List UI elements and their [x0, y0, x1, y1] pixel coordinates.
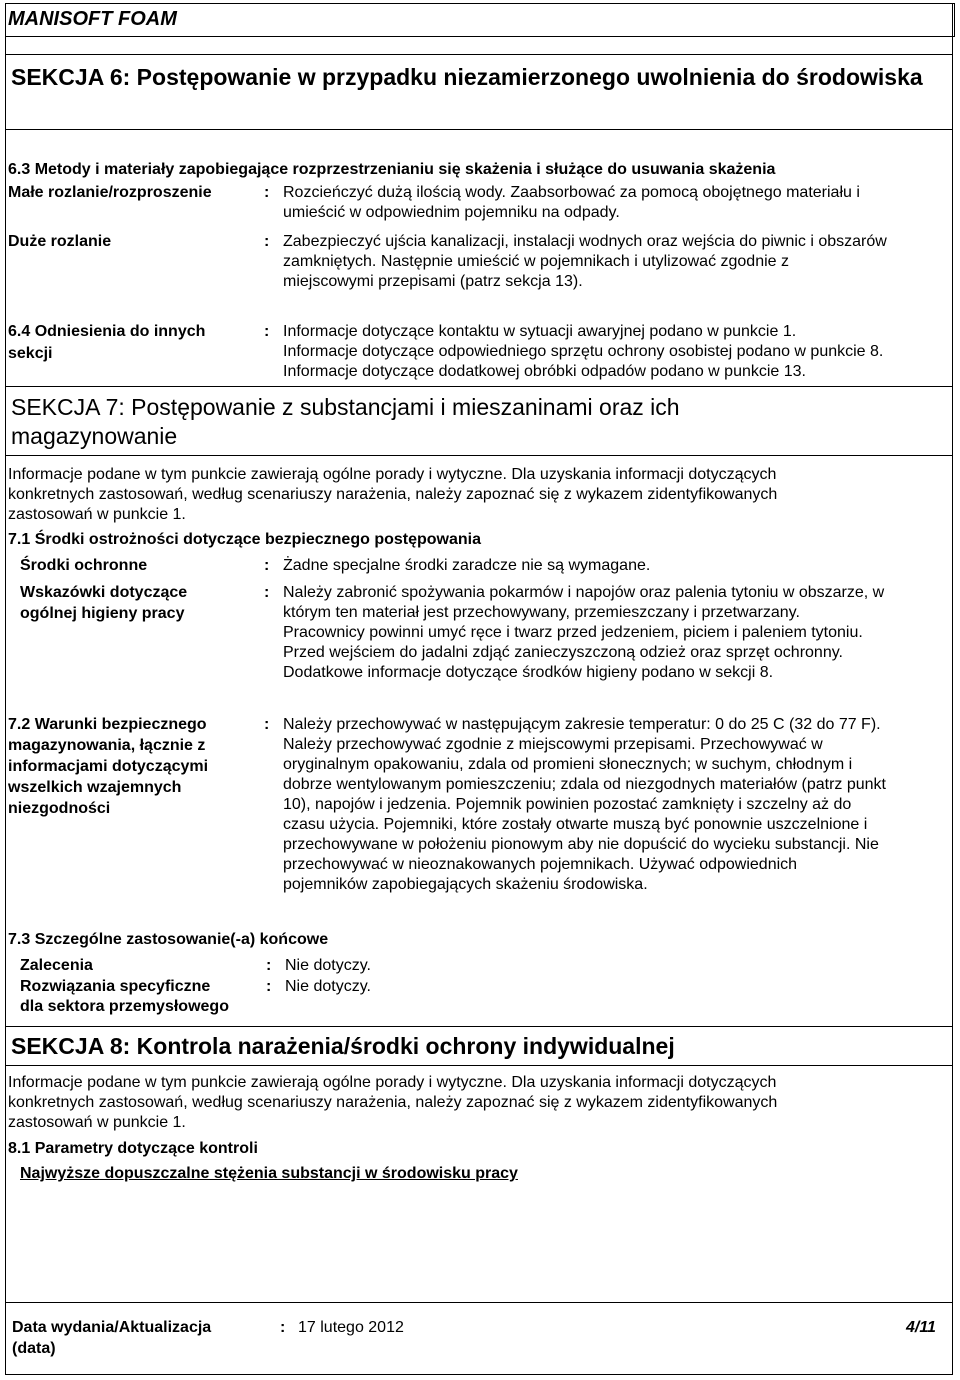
protective-measures-text: Żadne specjalne środki zaradcze nie są wymagane.: [283, 557, 651, 574]
section-7-intro-1: Informacje podane w tym punkcie zawierają ogólne porady i wytyczne. Dla uzyskania informacji dotyczących: [8, 466, 777, 483]
footer-date-label-2: (data): [12, 1340, 56, 1357]
section-6-4-label-1: 6.4 Odniesienia do innych: [8, 323, 206, 340]
hygiene-text-5: Dodatkowe informacje dotyczące środków higieny podano w sekcji 8.: [283, 664, 774, 681]
footer-date-value: 17 lutego 2012: [298, 1319, 404, 1336]
section-7-2-label-2: magazynowania, łącznie z: [8, 737, 206, 754]
section-6-4-text-1: Informacje dotyczące kontaktu w sytuacji awaryjnej podano w punkcie 1.: [283, 323, 797, 340]
section-6-3-heading: 6.3 Metody i materiały zapobiegające rozprzestrzenianiu się skażenia i służące do usuwania skażenia: [8, 161, 776, 178]
storage-text-4: dobrze wentylowanym pomieszczeniu; zdala od niezgodnych materiałów (patrz punkt: [283, 776, 886, 793]
section-7-3-heading: 7.3 Szczególne zastosowanie(-a) końcowe: [8, 931, 329, 948]
small-spill-text-2: umieścić w odpowiednim pojemniku na odpady.: [283, 204, 620, 221]
section-6-4-text-2: Informacje dotyczące odpowiedniego sprzętu ochrony osobistej podano w punkcie 8.: [283, 343, 884, 360]
section-7-1-heading: 7.1 Środki ostrożności dotyczące bezpiecznego postępowania: [8, 531, 481, 548]
section-7-title-1: SEKCJA 7: Postępowanie z substancjami i mieszaninami oraz ich: [11, 394, 680, 420]
section-7-title-box: [5, 386, 953, 456]
hygiene-text-2: którym ten materiał jest przechowywany, przemieszczany i przetwarzany.: [283, 604, 800, 621]
small-spill-text-1: Rozcieńczyć dużą ilością wody. Zaabsorbować za pomocą obojętnego materiału i: [283, 184, 860, 201]
section-7-title-2: magazynowanie: [11, 423, 178, 449]
footer-divider: [5, 1302, 953, 1303]
large-spill-label: Duże rozlanie: [8, 233, 112, 250]
section-6-4-label-2: sekcji: [8, 345, 53, 362]
hygiene-text-3: Pracownicy powinni umyć ręce i twarz przed jedzeniem, piciem i paleniem tytoniu.: [283, 624, 863, 641]
section-8-title: SEKCJA 8: Kontrola narażenia/środki ochrony indywidualnej: [11, 1033, 675, 1059]
section-7-2-label-3: informacjami dotyczącymi: [8, 758, 209, 775]
document-title: MANISOFT FOAM: [8, 8, 177, 30]
hygiene-text-1: Należy zabronić spożywania pokarmów i napojów oraz palenia tytoniu w obszarze, w: [283, 584, 885, 601]
page-number: 4/11: [906, 1319, 936, 1336]
storage-text-8: przechowywać w nieoznakowanych pojemnikach. Używać odpowiednich: [283, 856, 798, 873]
section-7-2-label-4: wszelkich wzajemnych: [8, 779, 182, 796]
storage-text-2: Należy przechowywać zgodnie z miejscowymi przepisami. Przechowywać w: [283, 736, 823, 753]
large-spill-text-3: miejscowymi przepisami (patrz sekcja 13).: [283, 273, 583, 290]
footer-colon: :: [280, 1319, 286, 1336]
colon: :: [264, 557, 270, 574]
storage-text-6: czasu użycia. Pojemniki, które zostały otwarte muszą być ponownie uszczelnione i: [283, 816, 868, 833]
oel-heading: Najwyższe dopuszczalne stężenia substancji w środowisku pracy: [20, 1165, 518, 1182]
section-8-1-heading: 8.1 Parametry dotyczące kontroli: [8, 1140, 258, 1157]
section-8-intro-2: konkretnych zastosowań, według scenariuszy narażenia, należy zapoznać się z wykazem zidentyfikowanych: [8, 1094, 778, 1111]
large-spill-text-1: Zabezpieczyć ujścia kanalizacji, instalacji wodnych oraz wejścia do piwnic i obszarów: [283, 233, 887, 250]
storage-text-9: pojemników zapobiegających skażeniu środowiska.: [283, 876, 648, 893]
industrial-label-1: Rozwiązania specyficzne: [20, 978, 211, 995]
industrial-text: Nie dotyczy.: [285, 978, 371, 995]
colon: :: [266, 978, 272, 995]
section-7-2-label-5: niezgodności: [8, 800, 111, 817]
storage-text-5: 10), napojów i jedzenia. Pojemnik powinien pozostać zamknięty i szczelny aż do: [283, 796, 852, 813]
small-spill-label: Małe rozlanie/rozproszenie: [8, 184, 212, 201]
storage-text-7: przechowywane w położeniu pionowym aby nie dopuścić do wycieku substancji. Nie: [283, 836, 879, 853]
storage-text-3: oryginalnym opakowaniu, zdala od promieni słonecznych; w suchym, chłodnym i: [283, 756, 853, 773]
colon: :: [264, 323, 270, 340]
colon: :: [266, 957, 272, 974]
storage-text-1: Należy przechowywać w następującym zakresie temperatur: 0 do 25 C (32 do 77 F).: [283, 716, 881, 733]
colon: :: [264, 233, 270, 250]
recommendations-text: Nie dotyczy.: [285, 957, 371, 974]
section-6-title: SEKCJA 6: Postępowanie w przypadku niezamierzonego uwolnienia do środowiska: [11, 64, 923, 90]
section-8-intro-1: Informacje podane w tym punkcie zawierają ogólne porady i wytyczne. Dla uzyskania informacji dotyczących: [8, 1074, 777, 1091]
colon: :: [264, 716, 270, 733]
industrial-label-2: dla sektora przemysłowego: [20, 998, 229, 1015]
section-7-2-label-1: 7.2 Warunki bezpiecznego: [8, 716, 207, 733]
section-8-title-box: [5, 1026, 953, 1066]
hygiene-text-4: Przed wejściem do jadalni zdjąć zanieczyszczoną odzież oraz sprzęt ochronny.: [283, 644, 843, 661]
section-8-intro-3: zastosowań w punkcie 1.: [8, 1114, 186, 1131]
colon: :: [264, 184, 270, 201]
large-spill-text-2: zamkniętych. Następnie umieścić w pojemnikach i utylizować zgodnie z: [283, 253, 789, 270]
colon: :: [264, 584, 270, 601]
section-7-intro-3: zastosowań w punkcie 1.: [8, 506, 186, 523]
hygiene-label-1: Wskazówki dotyczące: [20, 584, 188, 601]
protective-measures-label: Środki ochronne: [20, 557, 148, 574]
section-7-intro-2: konkretnych zastosowań, według scenariuszy narażenia, należy zapoznać się z wykazem zidentyfikowanych: [8, 486, 778, 503]
footer-date-label-1: Data wydania/Aktualizacja: [12, 1319, 212, 1336]
section-6-title-box: [5, 54, 953, 130]
section-6-4-text-3: Informacje dotyczące dodatkowej obróbki odpadów podano w punkcie 13.: [283, 363, 806, 380]
hygiene-label-2: ogólnej higieny pracy: [20, 605, 185, 622]
recommendations-label: Zalecenia: [20, 957, 93, 974]
